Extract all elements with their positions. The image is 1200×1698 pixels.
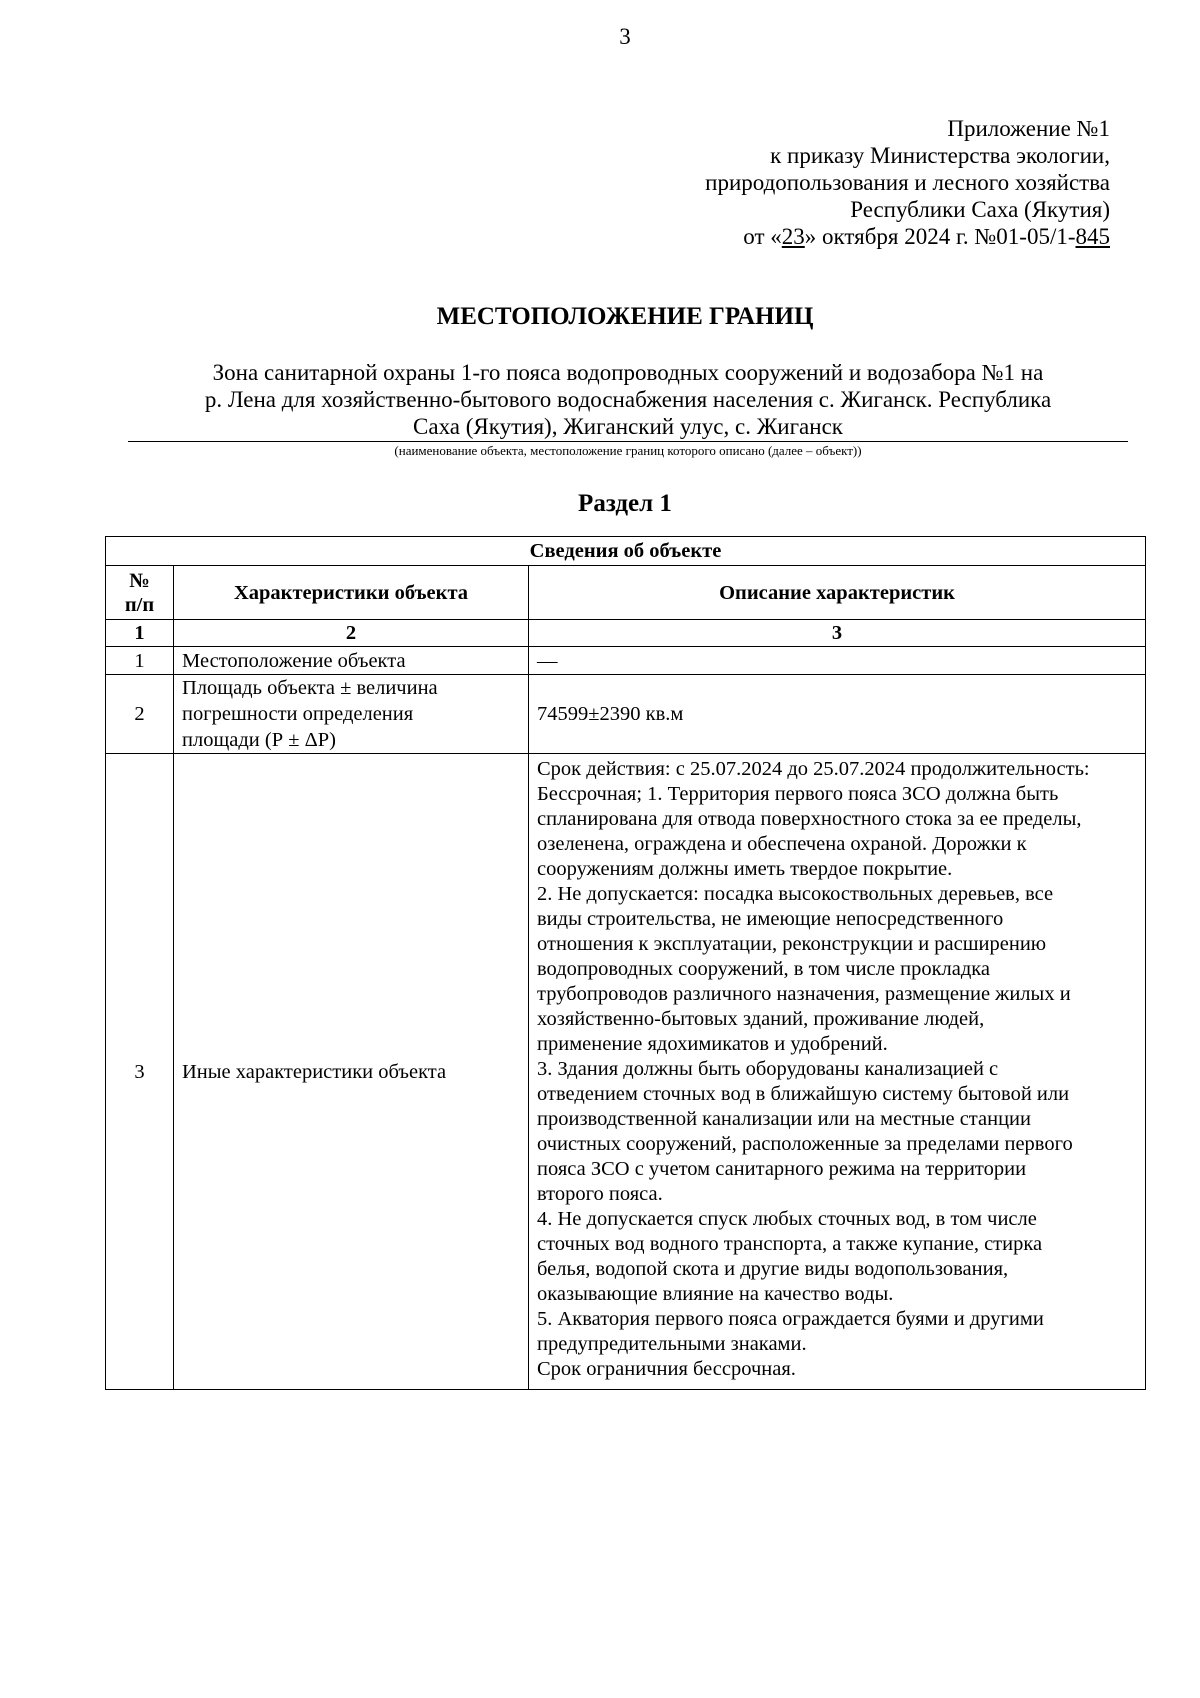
description-line: предупредительными знаками. [537,1333,807,1355]
row-number: 1 [106,647,174,675]
date-day: 23 [781,224,805,249]
row-value: 74599±2390 кв.м [529,675,1146,754]
object-name-line: Зона санитарной охраны 1-го пояса водопроводных сооружений и водозабора №1 на [212,360,1044,385]
description-line: применение ядохимикатов и удобрений. [537,1033,888,1055]
row-description [529,754,1146,1390]
description-line: трубопроводов различного назначения, размещение жилых и [537,983,1071,1005]
description-line: отношения к эксплуатации, реконструкции и расширению [537,933,1047,955]
order-date-line [705,223,1110,250]
object-name-line: р. Лена для хозяйственно-бытового водоснабжения населения с. Жиганск. Республика [204,387,1052,412]
description-line: 3. Здания должны быть оборудованы канализацией с [537,1058,999,1080]
description-line: белья, водопой скота и другие виды водопользования, [537,1258,1009,1280]
table-caption-row [106,537,1146,566]
description-line: отведением сточных вод в ближайшую систему бытовой или [537,1083,1070,1105]
column-number: 2 [174,620,529,647]
table-row [106,675,1146,754]
header-description: Описание характеристик [529,566,1146,620]
page-number: 3 [619,24,631,49]
table-row [106,754,1146,1390]
object-info-table [105,536,1146,1390]
header-num-line: п/п [124,593,155,616]
description-line: Срок ограничния бессрочная. [537,1358,796,1380]
description-line: очистных сооружений, расположенные за пределами первого [537,1133,1073,1155]
row-characteristic [174,675,529,754]
characteristic-line: Площадь объекта ± величина [182,677,438,699]
table-row [106,647,1146,675]
header-num-line: № [129,569,150,592]
row-number: 3 [106,754,174,1390]
section-title: Раздел 1 [578,490,672,517]
table-caption: Сведения об объекте [106,537,1146,566]
description-line: виды строительства, не имеющие непосредственного [537,908,1004,930]
appendix-line: Республики Саха (Якутия) [850,197,1110,222]
description-line: оказывающие влияние на качество воды. [537,1283,894,1305]
description-line: спланирована для отвода поверхностного стока за ее пределы, [537,808,1082,830]
description-line: озеленена, ограждена и обеспечена охраной. Дорожки к [537,833,1027,855]
appendix-block [705,115,1110,250]
description-line: хозяйственно-бытовых зданий, проживание людей, [537,1008,985,1030]
row-characteristic: Иные характеристики объекта [174,754,529,1390]
description-line: 4. Не допускается спуск любых сточных вод, в том числе [537,1208,1037,1230]
appendix-line: Приложение №1 [947,116,1110,141]
object-name-line: Саха (Якутия), Жиганский улус, с. Жиганск [413,414,843,439]
object-name [128,359,1128,440]
description-line: пояса ЗСО с учетом санитарного режима на территории [537,1158,1027,1180]
description-line: сооружениям должны иметь твердое покрытие. [537,858,953,880]
header-num [106,566,174,620]
appendix-line: природопользования и лесного хозяйства [705,170,1110,195]
header-characteristic: Характеристики объекта [174,566,529,620]
appendix-line: к приказу Министерства экологии, [770,143,1110,168]
object-underline [128,441,1128,442]
characteristic-line: погрешности определения [182,703,414,725]
row-value: — [529,647,1146,675]
description-line: сточных вод водного транспорта, а также купание, стирка [537,1233,1043,1255]
description-line: Бессрочная; 1. Территория первого пояса ЗСО должна быть [537,783,1059,805]
description-line: производственной канализации или на местные станции [537,1108,1031,1130]
description-line: водопроводных сооружений, в том числе прокладка [537,958,991,980]
column-number: 1 [106,620,174,647]
object-caption: (наименование объекта, местоположение границ которого описано (далее – объект)) [394,443,862,458]
row-number: 2 [106,675,174,754]
row-characteristic: Местоположение объекта [174,647,529,675]
description-line: 2. Не допускается: посадка высокоствольных деревьев, все [537,883,1054,905]
order-number: 845 [1075,224,1110,249]
column-number: 3 [529,620,1146,647]
column-number-row [106,620,1146,647]
characteristic-line: площади (Р ± ΔР) [182,729,337,751]
table-header-row [106,566,1146,620]
description-line: второго пояса. [537,1183,663,1205]
date-middle: » октября 2024 г. №01-05/1- [804,224,1076,249]
description-line: Срок действия: с 25.07.2024 до 25.07.2024 продолжительность: [537,758,1090,780]
description-line: 5. Акватория первого пояса ограждается буями и другими [537,1308,1044,1330]
date-prefix: от « [743,224,782,249]
document-title: МЕСТОПОЛОЖЕНИЕ ГРАНИЦ [436,303,814,330]
